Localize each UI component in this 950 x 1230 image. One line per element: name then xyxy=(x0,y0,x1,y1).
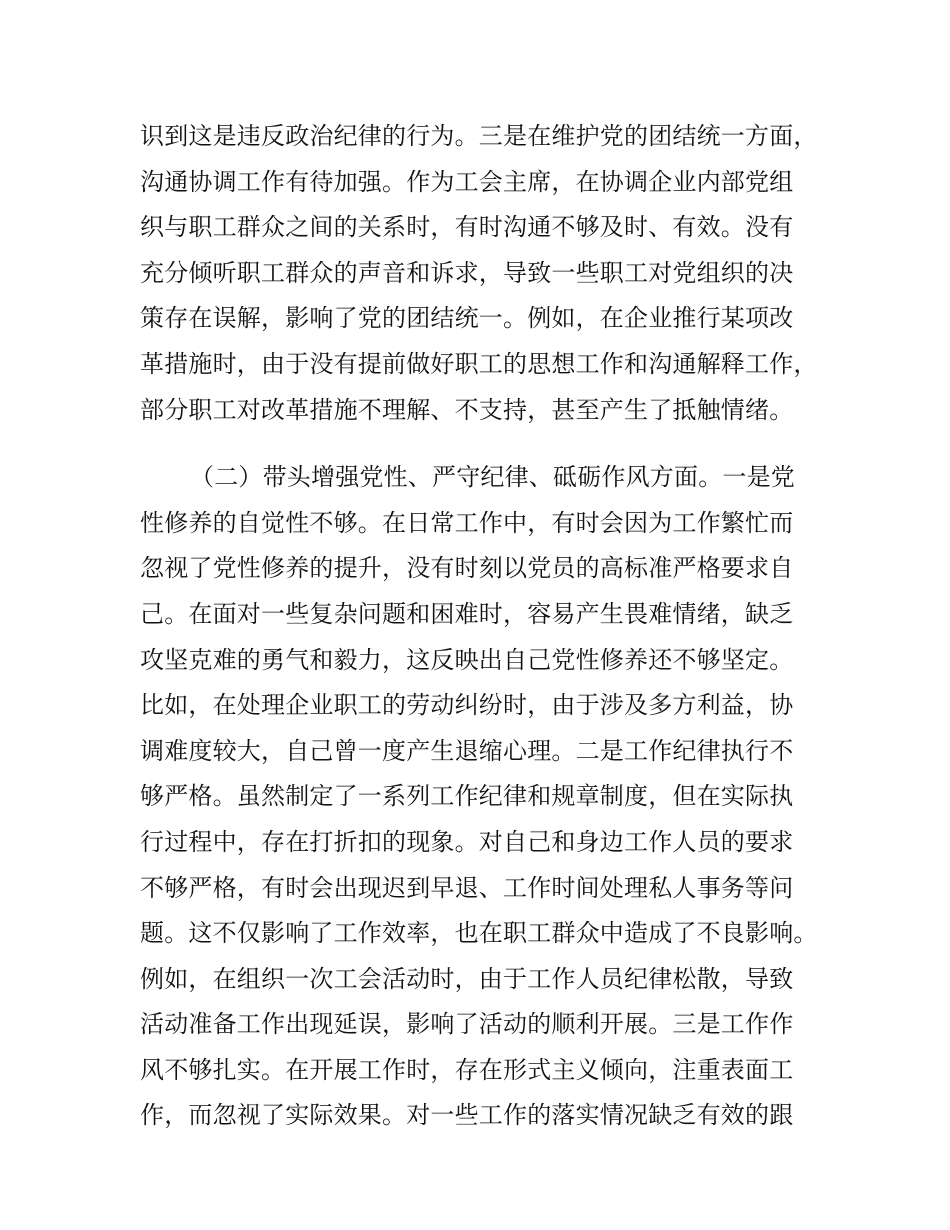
text-line: 调难度较大，自己曾一度产生退缩心理。二是工作纪律执行不 xyxy=(140,736,794,765)
text-line: 攻坚克难的勇气和毅力，这反映出自己党性修养还不够坚定。 xyxy=(140,645,794,674)
text-line: 忽视了党性修养的提升，没有时刻以党员的高标准严格要求自 xyxy=(140,554,794,583)
paragraph-spacer xyxy=(140,433,840,455)
body-text xyxy=(140,114,840,1139)
text-line: 性修养的自觉性不够。在日常工作中，有时会因为工作繁忙而 xyxy=(140,508,794,537)
text-line: 题。这不仅影响了工作效率，也在职工群众中造成了不良影响。 xyxy=(140,919,818,948)
text-line: （二）带头增强党性、严守纪律、砥砺作风方面。一是党 xyxy=(190,463,795,492)
text-line: 织与职工群众之间的关系时，有时沟通不够及时、有效。没有 xyxy=(140,213,794,242)
text-line: 活动准备工作出现延误，影响了活动的顺利开展。三是工作作 xyxy=(140,1010,794,1039)
text-line: 作，而忽视了实际效果。对一些工作的落实情况缺乏有效的跟 xyxy=(140,1101,794,1130)
text-line: 沟通协调工作有待加强。作为工会主席，在协调企业内部党组 xyxy=(140,167,794,196)
text-line: 不够严格，有时会出现迟到早退、工作时间处理私人事务等问 xyxy=(140,873,794,902)
text-line: 行过程中，存在打折扣的现象。对自己和身边工作人员的要求 xyxy=(140,827,794,856)
text-line: 例如，在组织一次工会活动时，由于工作人员纪律松散，导致 xyxy=(140,964,794,993)
text-line: 识到这是违反政治纪律的行为。三是在维护党的团结统一方面， xyxy=(140,122,818,150)
paragraph-2 xyxy=(140,455,840,1139)
paragraph-1 xyxy=(140,114,840,433)
text-line: 己。在面对一些复杂问题和困难时，容易产生畏难情绪，缺乏 xyxy=(140,599,794,628)
text-line: 革措施时，由于没有提前做好职工的思想工作和沟通解释工作， xyxy=(140,349,818,378)
text-line: 够严格。虽然制定了一系列工作纪律和规章制度，但在实际执 xyxy=(140,782,794,811)
text-line: 比如，在处理企业职工的劳动纠纷时，由于涉及多方利益，协 xyxy=(140,691,794,720)
text-line: 充分倾听职工群众的声音和诉求，导致一些职工对党组织的决 xyxy=(140,258,794,287)
text-line: 策存在误解，影响了党的团结统一。例如，在企业推行某项改 xyxy=(140,304,794,333)
text-line: 风不够扎实。在开展工作时，存在形式主义倾向，注重表面工 xyxy=(140,1055,794,1084)
text-line: 部分职工对改革措施不理解、不支持，甚至产生了抵触情绪。 xyxy=(140,395,794,424)
